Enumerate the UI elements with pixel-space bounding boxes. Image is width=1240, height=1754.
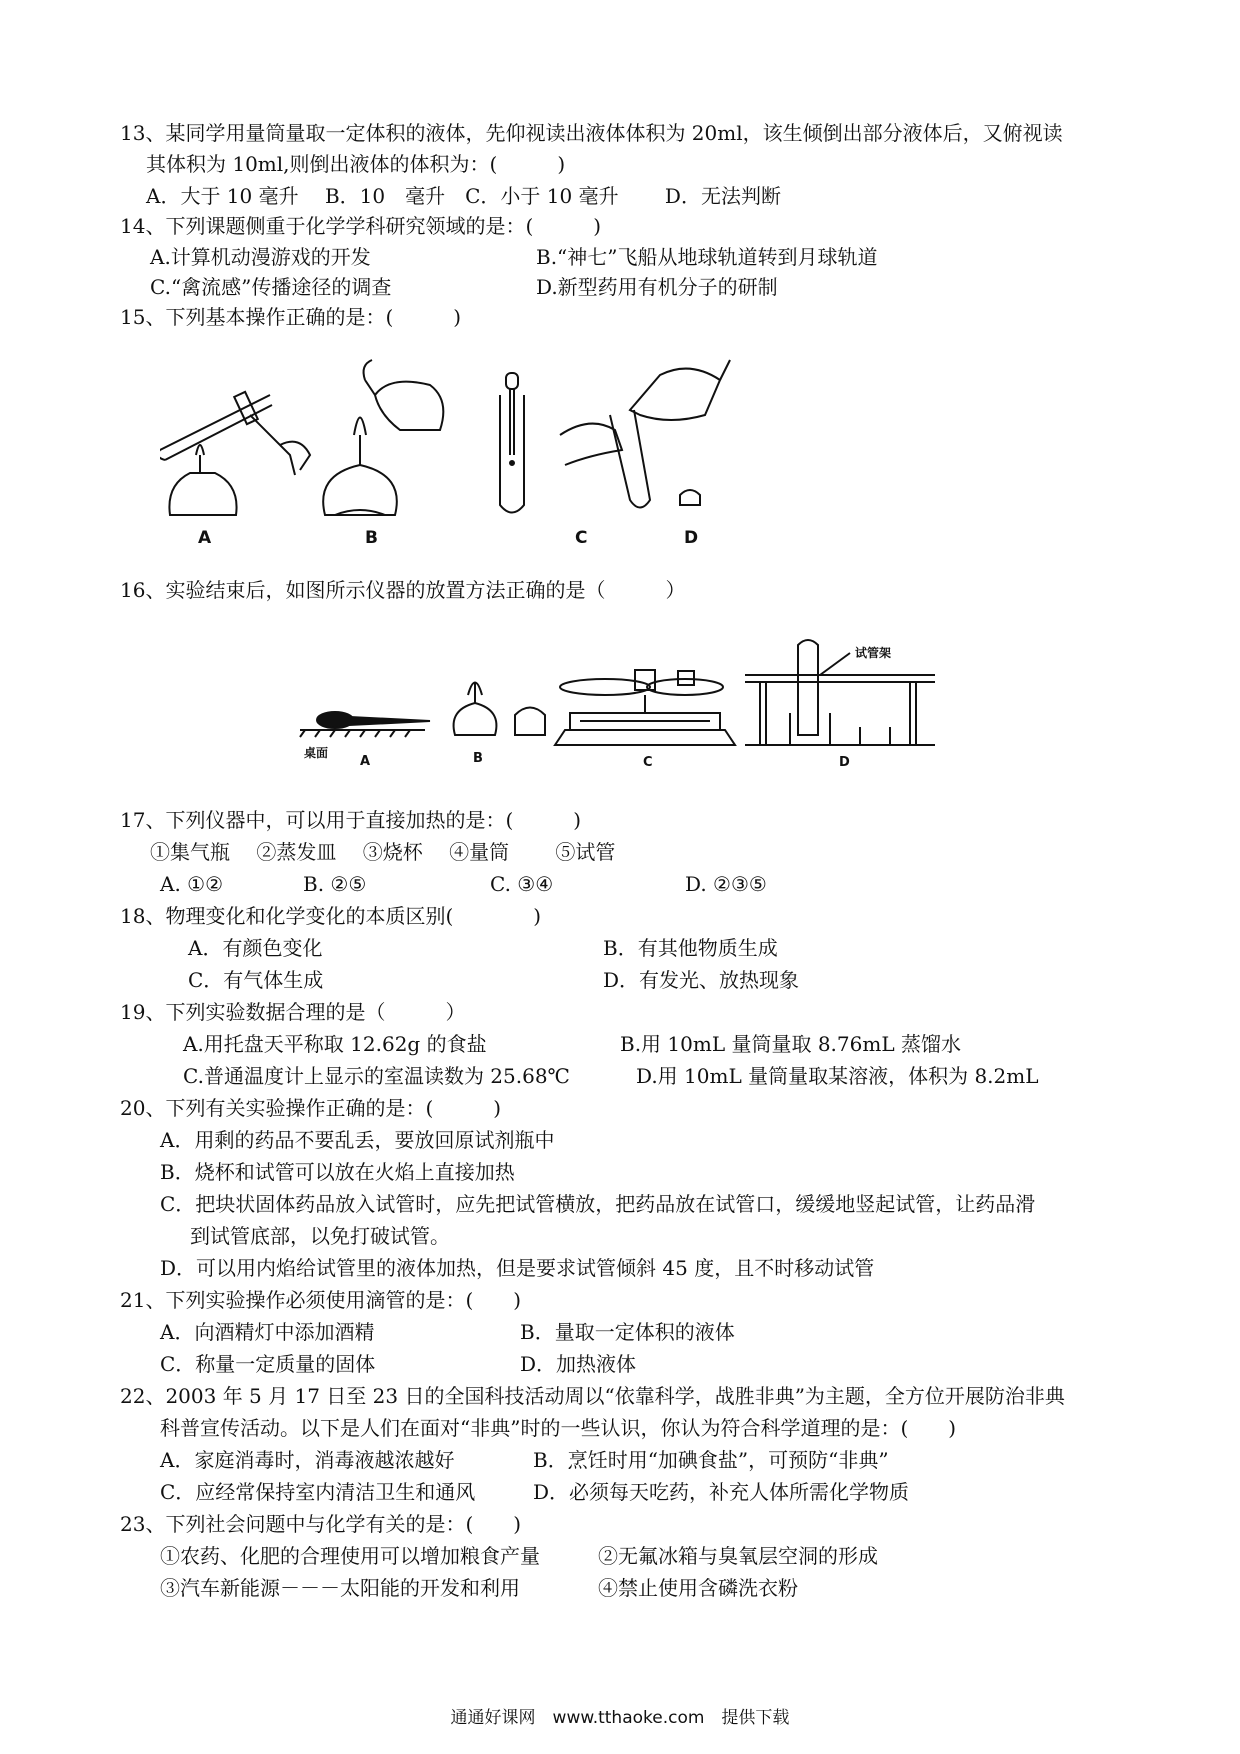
q22-line1: 22、2003 年 5 月 17 日至 23 日的全国科技活动周以“依靠科学，战胜非典”为主题，全方位开展防治非典 xyxy=(120,1384,1065,1408)
q20-option-c-line2: 到试管底部，以免打破试管。 xyxy=(190,1224,450,1248)
q13-line1: 13、某同学用量筒量取一定体积的液体，先仰视读出液体体积为 20ml，该生倾倒出部分液体后，又俯视读 xyxy=(120,121,1063,145)
q23-item-4: ④禁止使用含磷洗衣粉 xyxy=(598,1576,798,1600)
q15-stem: 15、下列基本操作正确的是：( ) xyxy=(120,305,462,329)
q14-option-d: D.新型药用有机分子的研制 xyxy=(536,275,778,299)
q23-item-3: ③汽车新能源－－－太阳能的开发和利用 xyxy=(160,1576,520,1600)
q23-stem: 23、下列社会问题中与化学有关的是：( ) xyxy=(120,1512,522,1536)
q17-items: ①集气瓶 ②蒸发皿 ③烧杯 ④量筒 ⑤试管 xyxy=(150,840,616,864)
q17-stem: 17、下列仪器中，可以用于直接加热的是：( ) xyxy=(120,808,582,832)
q20-option-c-line1: C．把块状固体药品放入试管时，应先把试管横放，把药品放在试管口，缓缓地竖起试管，让药品滑 xyxy=(160,1192,1036,1216)
q20-option-d: D．可以用内焰给试管里的液体加热，但是要求试管倾斜 45 度，且不时移动试管 xyxy=(160,1256,875,1280)
q15-label-d: D xyxy=(684,528,699,548)
q23-item-1: ①农药、化肥的合理使用可以增加粮食产量 xyxy=(160,1544,540,1568)
q16-label-b: B xyxy=(473,751,483,766)
q21-option-d: D．加热液体 xyxy=(520,1352,637,1376)
q18-option-b: B．有其他物质生成 xyxy=(603,936,778,960)
q19-option-c: C.普通温度计上显示的室温读数为 25.68℃ xyxy=(183,1064,570,1088)
q19-option-b: B.用 10mL 量筒量取 8.76mL 蒸馏水 xyxy=(620,1032,961,1056)
q15-c-illustration xyxy=(500,373,524,513)
q21-option-a: A．向酒精灯中添加酒精 xyxy=(160,1320,375,1344)
q17-option-a: A. ①② xyxy=(160,872,224,896)
q17-option-c: C. ③④ xyxy=(490,872,554,896)
q16-stem: 16、实验结束后，如图所示仪器的放置方法正确的是（ ） xyxy=(120,578,686,602)
q20-option-b: B．烧杯和试管可以放在火焰上直接加热 xyxy=(160,1160,515,1184)
q18-option-a: A．有颜色变化 xyxy=(188,936,323,960)
q15-figure xyxy=(160,355,810,525)
q22-option-b: B．烹饪时用“加碘食盐”，可预防“非典” xyxy=(533,1448,889,1472)
q23-item-2: ②无氟冰箱与臭氧层空洞的形成 xyxy=(598,1544,878,1568)
q21-option-c: C．称量一定质量的固体 xyxy=(160,1352,376,1376)
q14-stem: 14、下列课题侧重于化学学科研究领域的是：( ) xyxy=(120,214,602,238)
q16-figure xyxy=(290,635,950,755)
q19-stem: 19、下列实验数据合理的是（ ） xyxy=(120,1000,466,1024)
q22-line2: 科普宣传活动。以下是人们在面对“非典”时的一些认识，你认为符合科学道理的是：( ) xyxy=(160,1416,957,1440)
q16-d-illustration xyxy=(745,640,935,745)
q18-stem: 18、物理变化和化学变化的本质区别( ) xyxy=(120,904,542,928)
page-footer: 通通好课网 www.tthaoke.com 提供下载 xyxy=(450,1708,790,1728)
q19-option-a: A.用托盘天平称取 12.62g 的食盐 xyxy=(183,1032,487,1056)
q14-option-a: A.计算机动漫游戏的开发 xyxy=(150,245,371,269)
q16-rack-label: 试管架 xyxy=(855,646,892,660)
q16-a-illustration xyxy=(300,712,430,737)
q20-option-a: A．用剩的药品不要乱丢，要放回原试剂瓶中 xyxy=(160,1128,555,1152)
q16-desk-label: 桌面 xyxy=(304,746,329,760)
q16-label-d: D xyxy=(839,755,850,770)
q16-b-illustration xyxy=(454,683,545,736)
q17-option-d: D. ②③⑤ xyxy=(685,872,767,896)
q19-option-d: D.用 10mL 量筒量取某溶液，体积为 8.2mL xyxy=(636,1064,1039,1088)
q16-c-illustration xyxy=(555,670,735,745)
q22-option-c: C．应经常保持室内清洁卫生和通风 xyxy=(160,1480,476,1504)
q16-label-a: A xyxy=(360,754,371,769)
q15-a-illustration xyxy=(160,392,310,515)
q22-option-d: D．必须每天吃药，补充人体所需化学物质 xyxy=(533,1480,910,1504)
q15-b-illustration xyxy=(323,360,443,515)
q15-label-c: C xyxy=(575,528,588,548)
q17-option-b: B. ②⑤ xyxy=(303,872,367,896)
q18-option-d: D．有发光、放热现象 xyxy=(603,968,800,992)
q13-line2: 其体积为 10ml,则倒出液体的体积为：( ) xyxy=(146,152,566,176)
q16-label-c: C xyxy=(643,755,653,770)
q13-options: A．大于 10 毫升 B．10 毫升 C．小于 10 毫升 D．无法判断 xyxy=(146,184,781,208)
q18-option-c: C．有气体生成 xyxy=(188,968,324,992)
q14-option-c: C.“禽流感”传播途径的调查 xyxy=(150,275,392,299)
q22-option-a: A．家庭消毒时，消毒液越浓越好 xyxy=(160,1448,455,1472)
q20-stem: 20、下列有关实验操作正确的是：( ) xyxy=(120,1096,502,1120)
q14-option-b: B.“神七”飞船从地球轨道转到月球轨道 xyxy=(536,245,878,269)
q21-option-b: B．量取一定体积的液体 xyxy=(520,1320,735,1344)
q21-stem: 21、下列实验操作必须使用滴管的是：( ) xyxy=(120,1288,522,1312)
q15-label-a: A xyxy=(198,528,212,548)
q15-label-b: B xyxy=(365,528,378,548)
q15-d-illustration xyxy=(560,360,730,508)
